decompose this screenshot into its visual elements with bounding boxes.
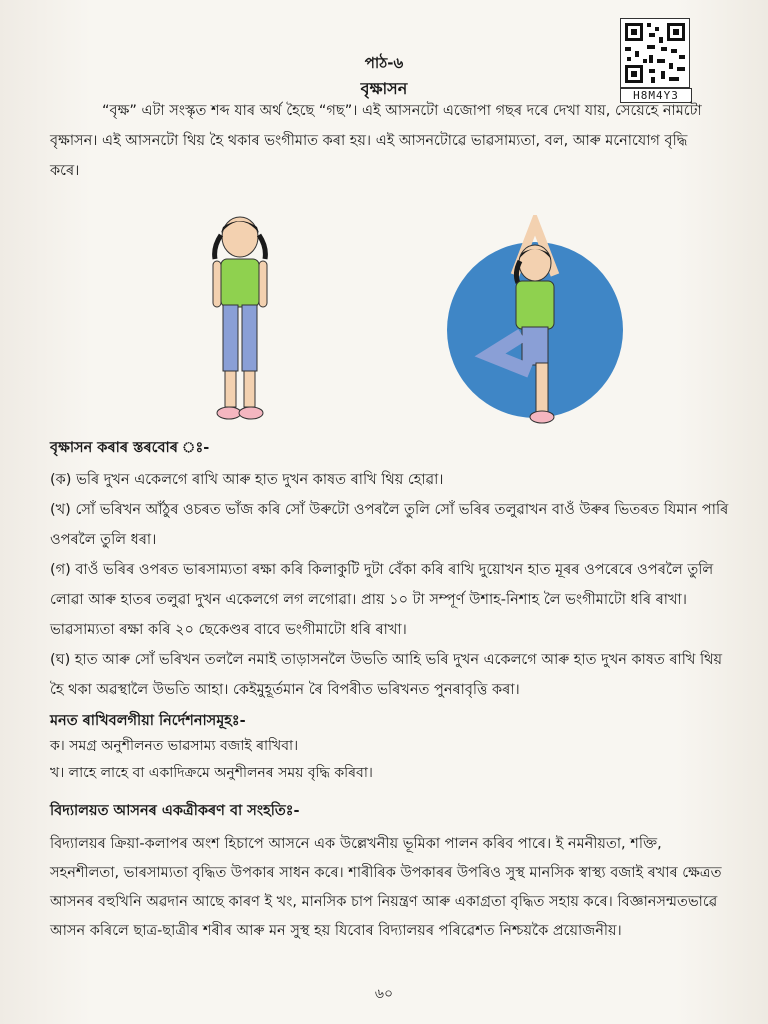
note-item: খ। লাহে লাহে বা একাদিক্ৰমে অনুশীলনৰ সময় বৃদ্ধি কৰিবা। [50, 765, 373, 781]
step-item: (ঘ) হাত আৰু সোঁ ভৰিখন তললৈ নমাই তাড়াসনলৈ উভতি আহি ভৰি দুখন একেলগে আৰু হাত দুখন কাষত ৰাখি থিয় হৈ থকা অৱস্থালৈ উভতি আহা। কেইমুহূৰ্তমান ৰৈ বিপৰীত ভৰিখনত পুনৰাবৃত্তি কৰা। [50, 652, 723, 698]
tree-pose-illustration [440, 215, 630, 445]
page-title: বৃক্ষাসন [360, 79, 408, 98]
school-paragraph: বিদ্যালয়ৰ ক্ৰিয়া-কলাপৰ অংশ হিচাপে আসনে এক উল্লেখনীয় ভূমিকা পালন কৰিব পাৰে। ই নমনীয়তা, শক্তি, সহনশীলতা, ভাৰসাম্যতা বৃদ্ধিত উপকাৰ সাধন কৰে। শাৰীৰিক উপকাৰৰ উপৰিও সুস্থ মানসিক স্বাস্থ্য বজাই ৰখাৰ ক্ষেত্ৰত আসনৰ বহুখিনি অৱদান আছে কাৰণ ই খং, মানসিক চাপ নিয়ন্ত্ৰণ আৰু একাগ্ৰতা বৃদ্ধিত সহায় কৰে। বিজ্ঞানসন্মতভাৱে আসন কৰিলে ছাত্ৰ-ছাত্ৰীৰ শৰীৰ আৰু মন সুস্থ হয় যিবোৰ বিদ্যালয়ৰ পৰিৱেশত নিশ্চয়কৈ প্ৰয়োজনীয়। [50, 836, 722, 939]
lesson-label: পাঠ-৬ [364, 54, 404, 72]
qr-code-label: H8M4Y3 [620, 88, 692, 103]
step-item: (ক) ভৰি দুখন একেলগে ৰাখি আৰু হাত দুখন কাষত ৰাখি থিয় হোৱা। [50, 472, 444, 488]
page-number: ৬০ [374, 986, 394, 1002]
standing-pose-illustration [185, 205, 295, 435]
steps-heading: বৃক্ষাসন কৰাৰ স্তৰবোৰ ঃ- [50, 440, 210, 456]
intro-paragraph: “বৃক্ষ” এটা সংস্কৃত শব্দ যাৰ অৰ্থ হৈছে “গছ”। এই আসনটো এজোপা গছৰ দৰে দেখা যায়, সেয়েহে নামটো বৃক্ষাসন। এই আসনটো থিয় হৈ থকাৰ ভংগীমাত কৰা হয়। এই আসনটোৱে ভাৱসাম্যতা, বল, আৰু মনোযোগ বৃদ্ধি কৰে। [50, 103, 702, 179]
step-item: (গ) বাওঁ ভৰিৰ ওপৰত ভাৰসাম্যতা ৰক্ষা কৰি কিলাকুটি দুটা বেঁকা কৰি ৰাখি দুয়োখন হাত মূৰৰ ওপৰেৰে ওপৰলৈ তুলি লোৱা আৰু হাতৰ তলুৱা দুখন একেলগে লগ লগোৱা। প্ৰায় ১০ টা সম্পূৰ্ণ উশাহ-নিশাহ লৈ ভংগীমাটো ধৰি ৰাখা। ভাৱসাম্যতা ৰক্ষা কৰি ২০ ছেকেণ্ডৰ বাবে ভংগীমাটো ধৰি ৰাখা। [50, 562, 714, 638]
school-heading: বিদ্যালয়ত আসনৰ একত্ৰীকৰণ বা সংহতিঃ- [50, 803, 300, 819]
step-item: (খ) সোঁ ভৰিখন আঁঠুৰ ওচৰত ভাঁজ কৰি সোঁ উৰুটো ওপৰলৈ তুলি সোঁ ভৰিৰ তলুৱাখন বাওঁ উৰুৰ ভিতৰত যিমান পাৰি ওপৰলৈ তুলি ধৰা। [50, 502, 729, 548]
notes-heading: মনত ৰাখিবলগীয়া নিৰ্দেশনাসমূহঃ- [50, 713, 246, 729]
note-item: ক। সমগ্ৰ অনুশীলনত ভাৱসাম্য বজাই ৰাখিবা। [50, 738, 299, 754]
